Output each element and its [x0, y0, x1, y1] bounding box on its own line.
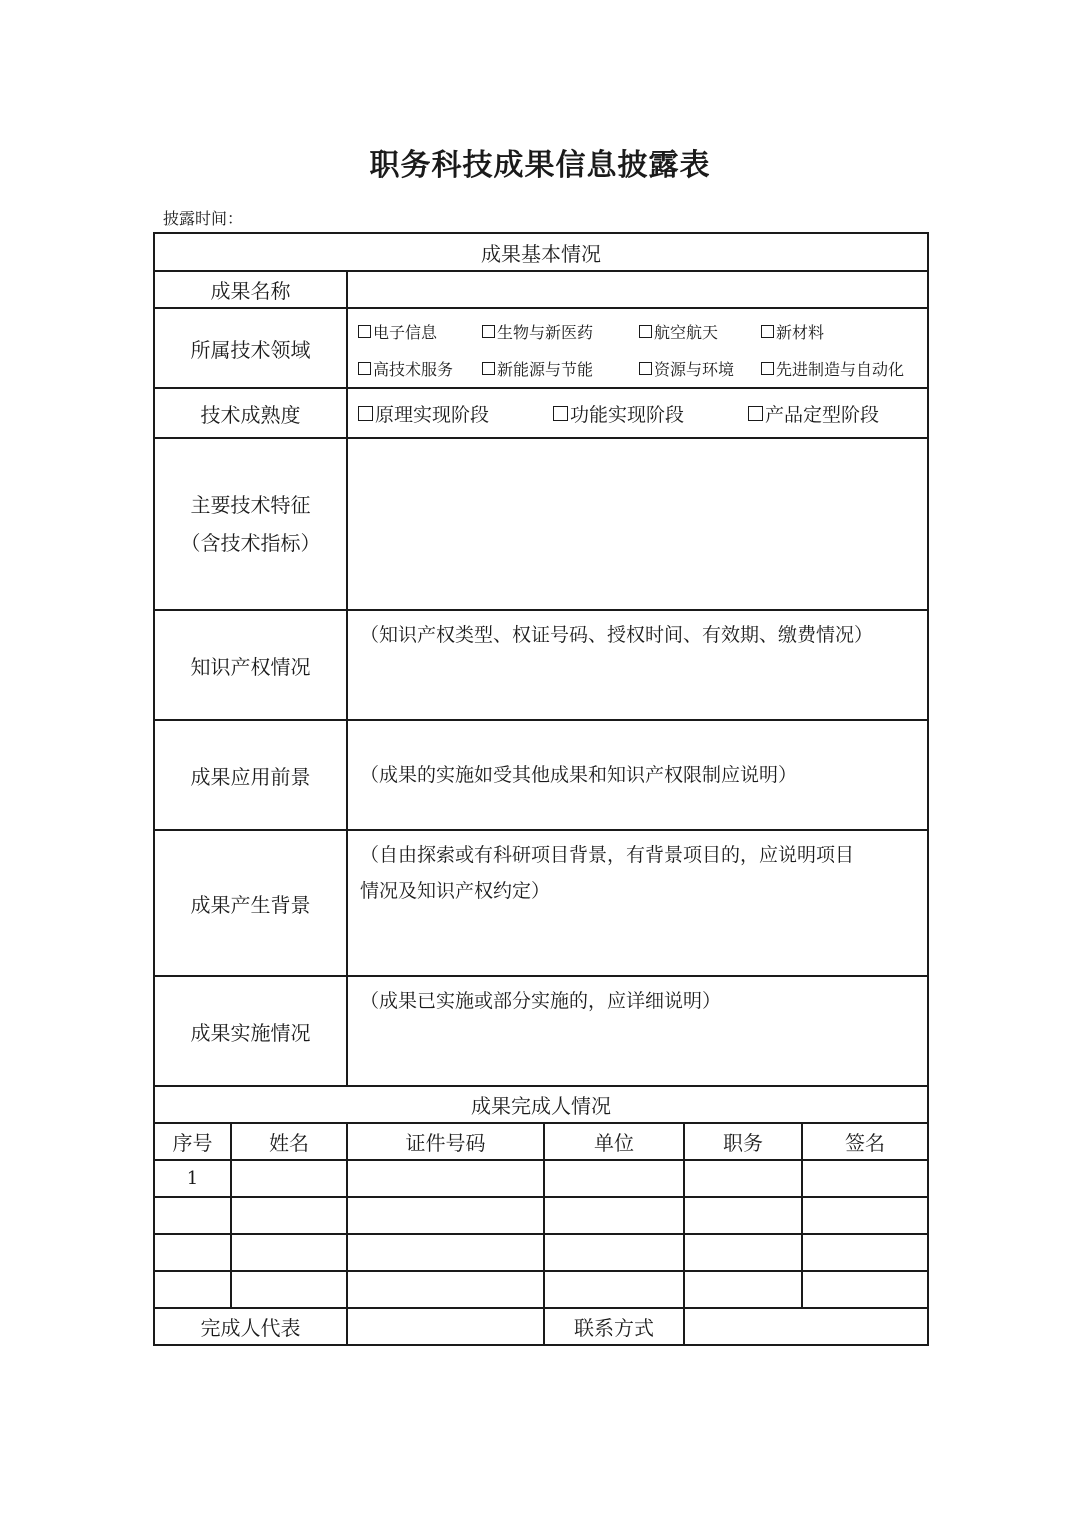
field-option[interactable]: 新材料 — [761, 320, 921, 343]
person-name-cell[interactable] — [231, 1160, 347, 1197]
implementation-field[interactable] — [347, 976, 928, 1086]
contact-field[interactable] — [684, 1308, 928, 1345]
label-prospect: 成果应用前景 — [154, 720, 347, 830]
field-option[interactable]: 资源与环境 — [639, 357, 761, 380]
person-position-cell[interactable] — [684, 1271, 802, 1308]
disclose-time-label: 披露时间： — [163, 209, 244, 228]
label-representative: 完成人代表 — [154, 1308, 347, 1345]
checkbox-icon[interactable] — [358, 325, 371, 338]
column-header-name: 姓名 — [231, 1123, 347, 1160]
checkbox-icon[interactable] — [358, 406, 373, 421]
person-id-cell[interactable] — [347, 1234, 544, 1271]
seq-cell — [154, 1197, 231, 1234]
label-features: 主要技术特征 （含技术指标） — [154, 438, 347, 610]
checkbox-icon[interactable] — [639, 362, 652, 375]
background-field[interactable] — [347, 830, 928, 976]
table-row — [154, 1271, 928, 1308]
seq-cell — [154, 1271, 231, 1308]
label-maturity: 技术成熟度 — [154, 388, 347, 438]
person-signature-cell[interactable] — [802, 1271, 928, 1308]
person-signature-cell[interactable] — [802, 1197, 928, 1234]
field-option[interactable]: 新能源与节能 — [482, 357, 639, 380]
person-name-cell[interactable] — [231, 1234, 347, 1271]
person-position-cell[interactable] — [684, 1160, 802, 1197]
checkbox-icon[interactable] — [639, 325, 652, 338]
label-name: 成果名称 — [154, 271, 347, 308]
label-ip: 知识产权情况 — [154, 610, 347, 720]
features-field[interactable] — [347, 438, 928, 610]
field-option[interactable]: 先进制造与自动化 — [761, 357, 921, 380]
table-row — [154, 1160, 928, 1197]
disclosure-form-table — [153, 232, 929, 1346]
name-field[interactable] — [347, 271, 928, 308]
checkbox-icon[interactable] — [553, 406, 568, 421]
person-unit-cell[interactable] — [544, 1160, 684, 1197]
prospect-field[interactable] — [347, 720, 928, 830]
ip-field[interactable] — [347, 610, 928, 720]
person-name-cell[interactable] — [231, 1197, 347, 1234]
checkbox-icon[interactable] — [482, 362, 495, 375]
person-position-cell[interactable] — [684, 1234, 802, 1271]
column-header-id-number: 证件号码 — [347, 1123, 544, 1160]
maturity-option[interactable]: 原理实现阶段 — [358, 400, 553, 427]
seq-cell — [154, 1234, 231, 1271]
label-contact: 联系方式 — [544, 1308, 684, 1345]
person-id-cell[interactable] — [347, 1160, 544, 1197]
table-row — [154, 1234, 928, 1271]
form-title: 职务科技成果信息披露表 — [369, 148, 711, 183]
prospect-hint: （成果的实施如受其他成果和知识产权限制应说明） — [360, 764, 798, 786]
representative-field[interactable] — [347, 1308, 544, 1345]
label-background: 成果产生背景 — [154, 830, 347, 976]
column-header-unit: 单位 — [544, 1123, 684, 1160]
person-id-cell[interactable] — [347, 1271, 544, 1308]
label-field: 所属技术领域 — [154, 308, 347, 388]
person-unit-cell[interactable] — [544, 1234, 684, 1271]
checkbox-icon[interactable] — [761, 325, 774, 338]
person-position-cell[interactable] — [684, 1197, 802, 1234]
checkbox-icon[interactable] — [358, 362, 371, 375]
person-name-cell[interactable] — [231, 1271, 347, 1308]
column-header-signature: 签名 — [802, 1123, 928, 1160]
maturity-option[interactable]: 功能实现阶段 — [553, 400, 748, 427]
label-implementation: 成果实施情况 — [154, 976, 347, 1086]
maturity-option[interactable]: 产品定型阶段 — [748, 400, 879, 427]
field-options-cell — [347, 308, 928, 388]
implementation-hint: （成果已实施或部分实施的，应详细说明） — [360, 990, 722, 1012]
field-option[interactable]: 高技术服务 — [358, 357, 482, 380]
section-completers-header: 成果完成人情况 — [154, 1086, 928, 1123]
field-option[interactable]: 电子信息 — [358, 320, 482, 343]
checkbox-icon[interactable] — [748, 406, 763, 421]
column-header-seq: 序号 — [154, 1123, 231, 1160]
person-unit-cell[interactable] — [544, 1271, 684, 1308]
person-signature-cell[interactable] — [802, 1234, 928, 1271]
column-header-position: 职务 — [684, 1123, 802, 1160]
maturity-options-cell — [347, 388, 928, 438]
seq-cell: 1 — [154, 1160, 231, 1197]
checkbox-icon[interactable] — [482, 325, 495, 338]
table-row — [154, 1197, 928, 1234]
person-unit-cell[interactable] — [544, 1197, 684, 1234]
checkbox-icon[interactable] — [761, 362, 774, 375]
person-id-cell[interactable] — [347, 1197, 544, 1234]
field-option[interactable]: 生物与新医药 — [482, 320, 639, 343]
section-basic-header: 成果基本情况 — [154, 233, 928, 271]
field-option[interactable]: 航空航天 — [639, 320, 761, 343]
person-signature-cell[interactable] — [802, 1160, 928, 1197]
background-hint: （自由探索或有科研项目背景，有背景项目的，应说明项目 情况及知识产权约定） — [360, 844, 855, 902]
ip-hint: （知识产权类型、权证号码、授权时间、有效期、缴费情况） — [360, 624, 874, 646]
